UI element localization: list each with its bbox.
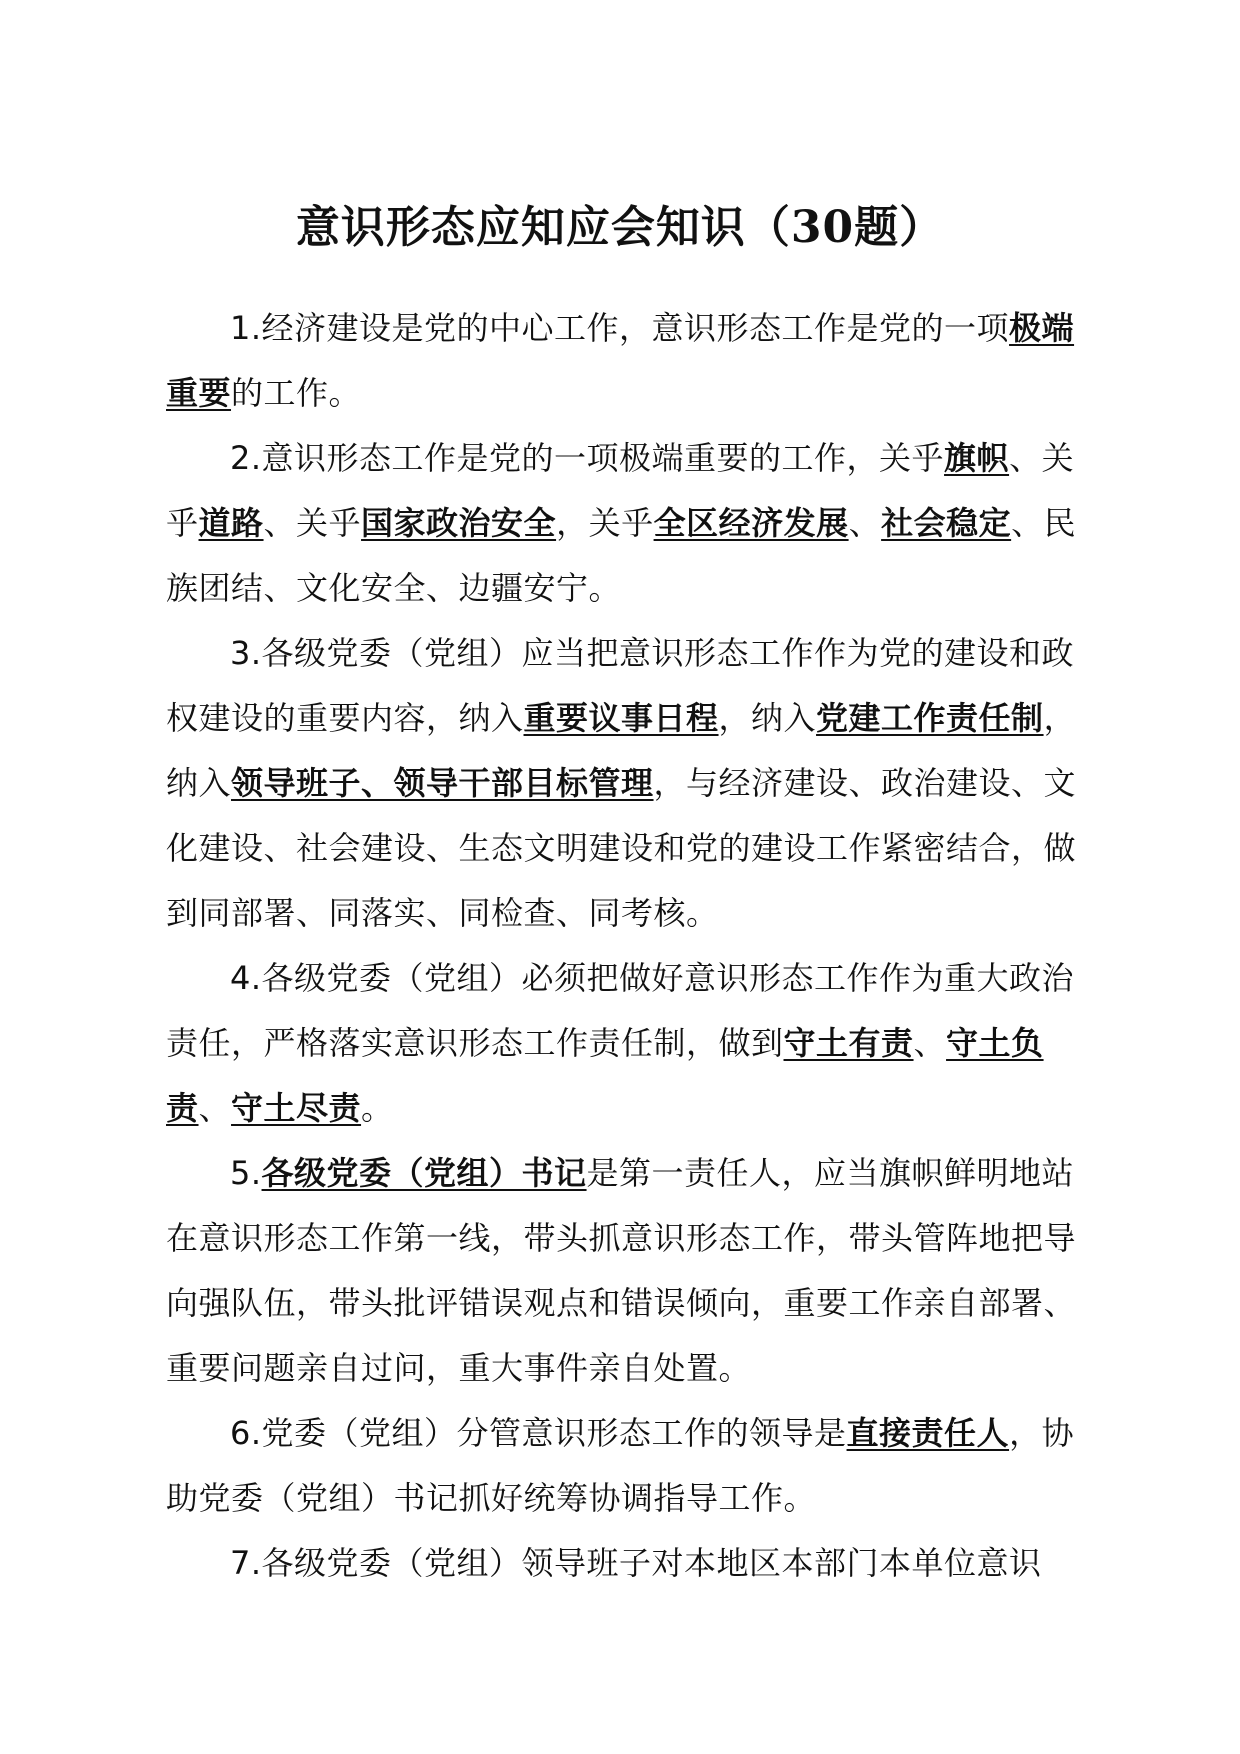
key-answer: 各级党委（党组）书记 — [261, 1154, 587, 1192]
question-item — [166, 1141, 1086, 1401]
item-text: 、关乎 — [166, 439, 1075, 542]
item-text: 5. — [230, 1154, 262, 1192]
item-text: ，纳入 — [718, 699, 817, 737]
question-item — [166, 296, 1086, 426]
key-answer: 直接责任人 — [846, 1414, 1010, 1452]
item-text: ，与经济建设、政治建设、文化建设、社会建设、生态文明建设和党的建设工作紧密结合，做到同部署、同落实、同检查、同考核。 — [166, 764, 1077, 932]
key-answer: 全区经济发展 — [653, 504, 849, 542]
question-item — [166, 1531, 1086, 1596]
item-text: 4.各级党委（党组）必须把做好意识形态工作作为重大政治责任，严格落实意识形态工作责任制，做到 — [166, 959, 1075, 1062]
key-answer: 道路 — [198, 504, 264, 542]
question-item — [166, 1401, 1086, 1531]
item-text: 3.各级党委（党组）应当把意识形态工作作为党的建设和政权建设的重要内容，纳入 — [166, 634, 1075, 737]
item-text: 7.各级党委（党组）领导班子对本地区本部门本单位意识 — [230, 1544, 1042, 1582]
document-body — [166, 296, 1086, 1596]
item-text: ，协助党委（党组）书记抓好统筹协调指导工作。 — [166, 1414, 1075, 1517]
key-answer: 国家政治安全 — [361, 504, 557, 542]
item-text: 的工作。 — [231, 374, 362, 412]
key-answer: 旗帜 — [944, 439, 1010, 477]
item-text: 、 — [848, 504, 882, 542]
question-item — [166, 426, 1086, 621]
key-answer: 重要议事日程 — [523, 699, 719, 737]
question-item — [166, 946, 1086, 1141]
item-text: 2.意识形态工作是党的一项极端重要的工作，关乎 — [230, 439, 945, 477]
document-title: 意识形态应知应会知识（30题） — [295, 202, 945, 253]
question-item — [166, 621, 1086, 946]
item-text: 。 — [361, 1089, 394, 1127]
item-text: 是第一责任人，应当旗帜鲜明地站在意识形态工作第一线，带头抓意识形态工作，带头管阵地把导向强队伍，带头批评错误观点和错误倾向，重要工作亲自部署、重要问题亲自过问，重大事件亲自处置。 — [166, 1154, 1077, 1387]
item-text: 1.经济建设是党的中心工作，意识形态工作是党的一项 — [230, 309, 1010, 347]
key-answer: 领导班子、领导干部目标管理 — [231, 764, 654, 802]
key-answer: 守土有责 — [783, 1024, 914, 1062]
item-text: ，纳入 — [166, 699, 1077, 802]
key-answer: 守土负责 — [166, 1024, 1044, 1127]
item-text: 、关乎 — [263, 504, 362, 542]
item-text: 、民族团结、文化安全、边疆安宁。 — [166, 504, 1077, 607]
key-answer: 守土尽责 — [231, 1089, 362, 1127]
key-answer: 社会稳定 — [881, 504, 1012, 542]
key-answer: 党建工作责任制 — [816, 699, 1044, 737]
key-answer: 极端重要 — [166, 309, 1075, 412]
item-text: 、 — [913, 1024, 947, 1062]
item-text: 6.党委（党组）分管意识形态工作的领导是 — [230, 1414, 847, 1452]
item-text: ，关乎 — [556, 504, 654, 542]
item-text: 、 — [198, 1089, 232, 1127]
